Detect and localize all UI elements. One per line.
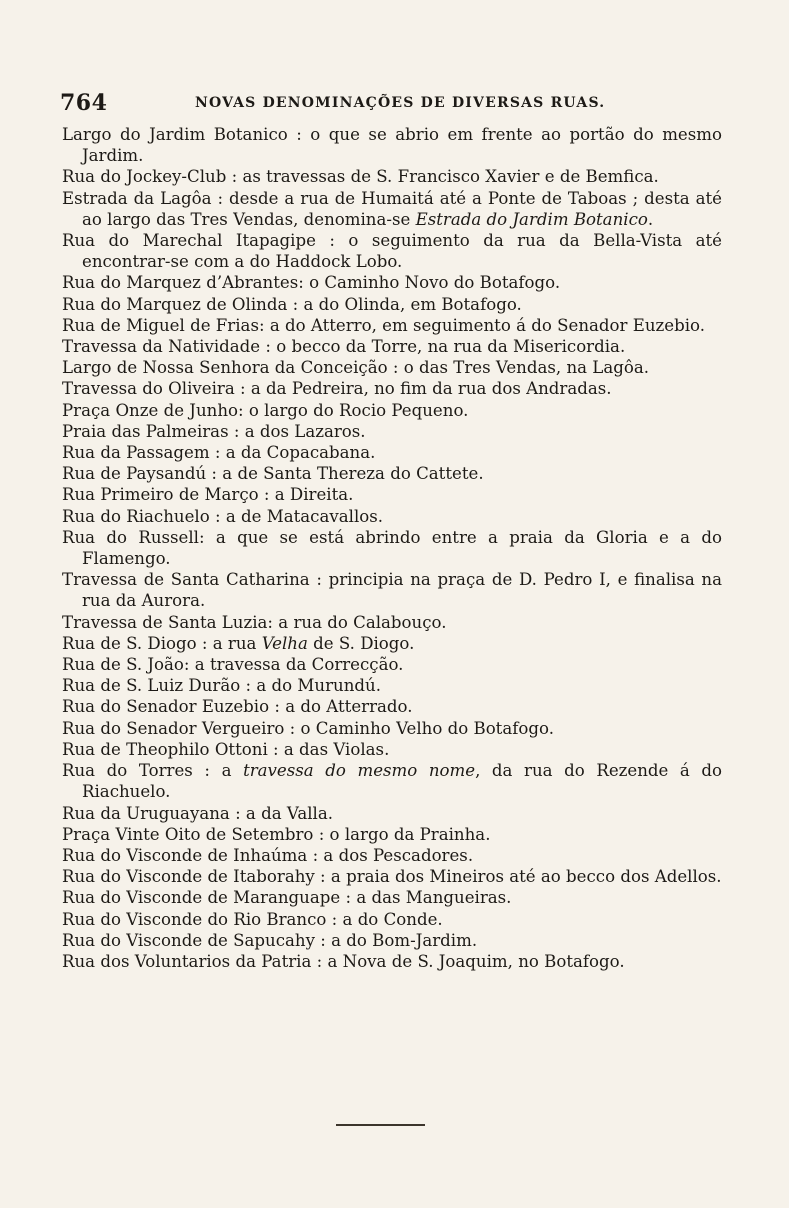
street-entry: Rua do Marechal Itapagipe : o seguimento da rua da Bella-Vista até encontrar-se com a do Haddock Lobo.	[62, 231, 722, 272]
closing-rule	[336, 1124, 425, 1126]
running-title: NOVAS DENOMINAÇÕES DE DIVERSAS RUAS.	[195, 95, 606, 111]
street-entry: Travessa da Natividade : o becco da Torre, na rua da Misericordia.	[62, 337, 626, 357]
street-entry: Rua do Visconde de Sapucahy : a do Bom-Jardim.	[62, 930, 478, 950]
street-entry: Rua do Visconde de Itaborahy : a praia dos Mineiros até ao becco dos Adellos.	[62, 867, 722, 887]
street-entry: Rua do Marquez de Olinda : a do Olinda, em Botafogo.	[62, 294, 522, 314]
page-header	[60, 90, 720, 114]
street-entry: Rua do Russell: a que se está abrindo entre a praia da Gloria e a do Flamengo.	[62, 527, 722, 569]
street-entry: Praia das Palmeiras : a dos Lazaros.	[62, 421, 366, 441]
street-entry: Rua da Uruguayana : a da Valla.	[62, 803, 334, 823]
street-entry	[62, 188, 722, 230]
entry-text: de S. Diogo.	[307, 633, 415, 653]
street-entry: Rua de S. João: a travessa da Correcção.	[62, 655, 404, 675]
street-entry: Largo de Nossa Senhora da Conceição : o das Tres Vendas, na Lagôa.	[62, 358, 649, 378]
street-entry: Rua do Visconde de Inhaúma : a dos Pescadores.	[62, 845, 474, 865]
street-entry: Rua Primeiro de Março : a Direita.	[62, 485, 354, 505]
street-entry: Travessa de Santa Catharina : principia na praça de D. Pedro I, e finalisa na rua da Aurora.	[62, 570, 722, 611]
street-entry: Travessa de Santa Luzia: a rua do Calabouço.	[62, 612, 447, 632]
entry-text: Rua de S. Diogo : a rua	[62, 633, 262, 653]
street-entry: Rua dos Voluntarios da Patria : a Nova de S. Joaquim, no Botafogo.	[62, 951, 625, 971]
street-entry: Rua de S. Luiz Durão : a do Murundú.	[62, 676, 381, 696]
entry-text: Estrada da Lagôa : desde a rua de Humaitá até a Ponte de Taboas ; desta até ao largo das Tres Vendas, denomina-se	[62, 188, 722, 229]
street-renaming-list	[62, 124, 722, 972]
street-entry: Rua do Jockey-Club : as travessas de S. Francisco Xavier e de Bemfica.	[62, 167, 659, 187]
entry-text: .	[647, 209, 654, 229]
street-entry: Largo do Jardim Botanico : o que se abrio em frente ao portão do mesmo Jardim.	[62, 125, 722, 166]
street-entry	[62, 760, 722, 802]
page-number: 764	[60, 90, 108, 116]
street-entry: Rua do Visconde de Maranguape : a das Mangueiras.	[62, 888, 512, 908]
entry-text: Rua do Torres : a	[62, 761, 244, 781]
entry-text: , da rua do Rezende á do Riachuelo.	[82, 761, 723, 802]
street-entry	[62, 633, 722, 654]
street-entry: Rua de Paysandú : a de Santa Thereza do Cattete.	[62, 464, 484, 484]
entry-italic-text: travessa do mesmo nome	[243, 761, 476, 781]
street-entry: Rua da Passagem : a da Copacabana.	[62, 443, 376, 463]
street-entry: Praça Onze de Junho: o largo do Rocio Pequeno.	[62, 400, 469, 420]
street-entry: Rua de Miguel de Frias: a do Atterro, em seguimento á do Senador Euzebio.	[62, 315, 705, 335]
street-entry: Rua do Senador Vergueiro : o Caminho Velho do Botafogo.	[62, 718, 554, 738]
street-entry: Travessa do Oliveira : a da Pedreira, no fim da rua dos Andradas.	[62, 379, 612, 399]
street-entry: Rua de Theophilo Ottoni : a das Violas.	[62, 739, 390, 759]
street-entry: Rua do Marquez d’Abrantes: o Caminho Novo do Botafogo.	[62, 273, 561, 293]
street-entry: Praça Vinte Oito de Setembro : o largo da Prainha.	[62, 824, 491, 844]
entry-italic-text: Velha	[261, 633, 308, 653]
entry-italic-text: Estrada do Jardim Botanico	[415, 209, 648, 229]
street-entry: Rua do Riachuelo : a de Matacavallos.	[62, 506, 384, 526]
street-entry: Rua do Senador Euzebio : a do Atterrado.	[62, 697, 413, 717]
street-entry: Rua do Visconde do Rio Branco : a do Conde.	[62, 909, 443, 929]
